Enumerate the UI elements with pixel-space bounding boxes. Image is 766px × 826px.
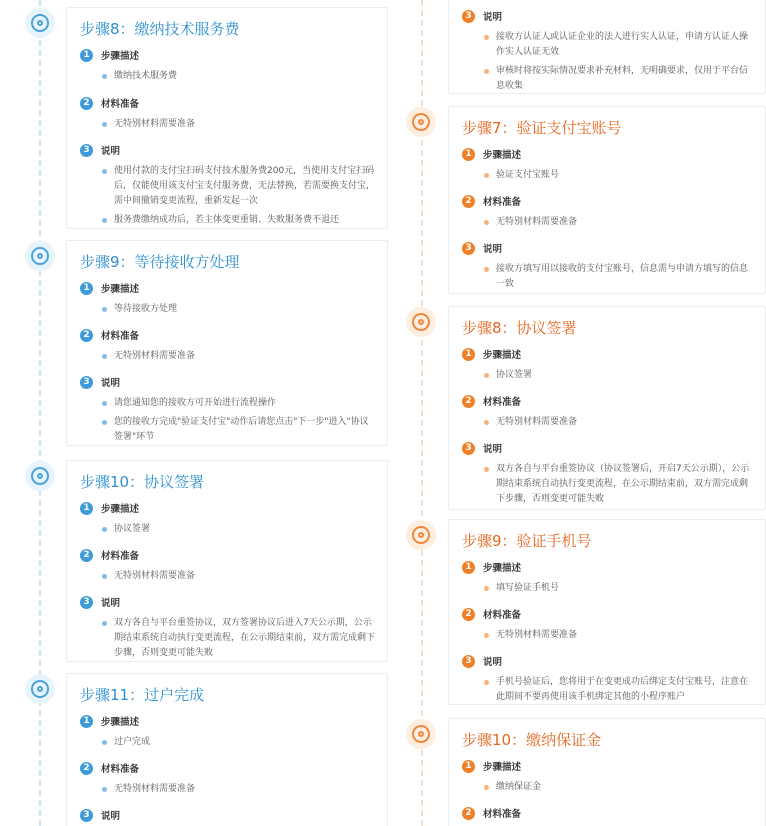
list-item (80, 415, 377, 445)
step-card (66, 673, 388, 826)
section-note (462, 654, 755, 705)
section-number-badge: 2 (462, 395, 475, 408)
timeline-node-icon (25, 461, 55, 491)
bullet-text: 协议签署 (496, 370, 533, 380)
section-label: 材料准备 (483, 397, 522, 408)
section-label: 说明 (101, 146, 121, 157)
section-prep (462, 394, 755, 430)
section-label: 步骤描述 (101, 504, 140, 515)
section-number-badge: 1 (462, 348, 475, 361)
step-title: 步骤8：协议签署 (462, 319, 577, 337)
timeline-node-icon (406, 520, 436, 550)
section-prep (80, 328, 377, 364)
timeline-node-icon (25, 241, 55, 271)
section-number-badge: 2 (462, 195, 475, 208)
bullet-text: 缴纳技术服务费 (114, 71, 178, 81)
section-number-badge: 3 (462, 655, 475, 668)
section-note (462, 9, 755, 94)
section-label: 材料准备 (483, 809, 522, 820)
list-item (462, 368, 755, 383)
list-item (462, 215, 755, 230)
bullet-text: 协议签署 (114, 524, 151, 534)
list-item (80, 616, 377, 661)
section-label: 步骤描述 (101, 51, 140, 62)
bullet-text: 请您通知您的接收方可开始进行流程操作 (114, 398, 277, 408)
list-item (80, 735, 377, 750)
right-timeline (400, 0, 766, 826)
list-item (80, 213, 377, 228)
list-item (462, 462, 755, 507)
list-item (80, 782, 377, 797)
section-number-badge: 1 (80, 282, 93, 295)
section-label: 说明 (483, 244, 503, 255)
bullet-text: 无特别材料需要准备 (496, 630, 578, 640)
section-prep (462, 806, 755, 820)
section-desc (80, 501, 377, 537)
list-item (462, 168, 755, 183)
step-card (66, 240, 388, 446)
section-number-badge: 2 (462, 608, 475, 621)
bullet-text: 使用付款的支付宝扫码支付技术服务费200元，当使用支付宝扫码后，仅能使用该支付宝支付服务费，无法替换，若需要换支付宝，需中间撤销变更流程，重新发起一次 (114, 166, 376, 206)
bullet-text: 验证支付宝账号 (496, 170, 560, 180)
section-number-badge: 1 (80, 49, 93, 62)
bullet-text: 无特别材料需要准备 (114, 784, 196, 794)
section-number-badge: 3 (80, 144, 93, 157)
section-label: 说明 (101, 378, 121, 389)
section-desc (80, 281, 377, 317)
section-prep (80, 761, 377, 797)
timeline-node-icon (406, 307, 436, 337)
section-number-badge: 1 (80, 502, 93, 515)
section-desc (462, 347, 755, 383)
section-label: 材料准备 (101, 99, 140, 110)
section-label: 说明 (483, 444, 503, 455)
section-number-badge: 1 (462, 561, 475, 574)
section-desc (80, 714, 377, 750)
section-desc (80, 48, 377, 84)
list-item (462, 581, 755, 596)
step-card (66, 460, 388, 662)
bullet-text: 手机号验证后，您将用于在变更成功后绑定支付宝账号，注意在此期间不要再使用该手机绑定其他的小程序账户 (496, 677, 749, 702)
section-number-badge: 3 (462, 442, 475, 455)
section-prep (80, 96, 377, 132)
timeline-node-icon (406, 107, 436, 137)
section-number-badge: 1 (462, 148, 475, 161)
section-label: 步骤描述 (483, 762, 522, 773)
bullet-text: 填写验证手机号 (496, 583, 560, 593)
bullet-text: 缴纳保证金 (496, 782, 542, 792)
section-number-badge: 3 (462, 10, 475, 23)
section-label: 说明 (483, 657, 503, 668)
list-item (80, 569, 377, 584)
list-item (462, 780, 755, 795)
step-card-partial (448, 0, 766, 94)
section-label: 说明 (101, 811, 121, 822)
section-number-badge: 3 (80, 376, 93, 389)
step-title: 步骤10：协议签署 (80, 473, 205, 491)
section-number-badge: 3 (80, 596, 93, 609)
section-number-badge: 2 (80, 549, 93, 562)
section-desc (462, 560, 755, 596)
section-label: 说明 (483, 12, 503, 23)
step-title: 步骤11：过户完成 (80, 686, 205, 704)
list-item (80, 302, 377, 317)
bullet-text: 无特别材料需要准备 (114, 571, 196, 581)
bullet-text: 无特别材料需要准备 (114, 351, 196, 361)
section-number-badge: 2 (80, 762, 93, 775)
list-item (80, 349, 377, 364)
section-number-badge: 2 (462, 807, 475, 820)
step-card (448, 519, 766, 705)
list-item (462, 64, 755, 94)
bullet-text: 无特别材料需要准备 (114, 119, 196, 129)
list-item (80, 164, 377, 209)
step-title: 步骤8：缴纳技术服务费 (80, 20, 240, 38)
list-item (462, 628, 755, 643)
bullet-text: 双方各自与平台重签协议，双方签署协议后进入7天公示期，公示期结束系统自动执行变更流程，在公示期结束前，双方需完成剩下步骤，否则变更可能失败 (114, 618, 376, 658)
list-item (80, 69, 377, 84)
bullet-text: 审核时将按实际情况要求补充材料，无明确要求，仅用于平台信息收集 (496, 66, 749, 91)
step-title: 步骤9：等待接收方处理 (80, 253, 240, 271)
section-note (80, 808, 377, 822)
step-title: 步骤7：验证支付宝账号 (462, 119, 622, 137)
step-title: 步骤9：验证手机号 (462, 532, 592, 550)
bullet-text: 无特别材料需要准备 (496, 417, 578, 427)
bullet-text: 服务费缴纳成功后，若主体变更重销、失败服务费不退还 (114, 215, 340, 225)
list-item (462, 262, 755, 292)
section-note (80, 375, 377, 445)
section-label: 步骤描述 (483, 150, 522, 161)
timeline-node-icon (25, 674, 55, 704)
section-number-badge: 2 (80, 329, 93, 342)
section-note (462, 441, 755, 507)
section-note (80, 595, 377, 661)
step-card (448, 306, 766, 510)
section-prep (462, 607, 755, 643)
section-number-badge: 1 (462, 760, 475, 773)
section-number-badge: 2 (80, 97, 93, 110)
list-item (80, 522, 377, 537)
section-desc (462, 759, 755, 795)
bullet-text: 您的接收方完成"验证支付宝"动作后请您点击"下一步"进入"协议签署"环节 (114, 417, 369, 442)
bullet-text: 过户完成 (114, 737, 151, 747)
list-item (80, 396, 377, 411)
step-title: 步骤10：缴纳保证金 (462, 731, 602, 749)
list-item (80, 117, 377, 132)
section-prep (80, 548, 377, 584)
list-item (462, 675, 755, 705)
step-card (448, 106, 766, 294)
bullet-text: 等待接收方处理 (114, 304, 178, 314)
step-card (66, 7, 388, 229)
timeline-node-icon (25, 8, 55, 38)
section-label: 步骤描述 (101, 717, 140, 728)
bullet-text: 无特别材料需要准备 (496, 217, 578, 227)
section-desc (462, 147, 755, 183)
section-note (462, 241, 755, 292)
section-number-badge: 1 (80, 715, 93, 728)
section-label: 说明 (101, 598, 121, 609)
section-label: 步骤描述 (101, 284, 140, 295)
section-label: 材料准备 (483, 197, 522, 208)
section-number-badge: 3 (80, 809, 93, 822)
section-label: 步骤描述 (483, 350, 522, 361)
step-card (448, 718, 766, 826)
list-item (462, 30, 755, 60)
section-label: 步骤描述 (483, 563, 522, 574)
section-label: 材料准备 (483, 610, 522, 621)
section-number-badge: 3 (462, 242, 475, 255)
section-prep (462, 194, 755, 230)
bullet-text: 接收方填写用以接收的支付宝账号，信息需与申请方填写的信息一致 (496, 264, 749, 289)
bullet-text: 双方各自与平台重签协议（协议签署后，开启7天公示期），公示期结束系统自动执行变更流程，在公示期结束前，双方需完成剩下步骤，否则变更可能失败 (496, 464, 750, 504)
section-note (80, 143, 377, 228)
section-label: 材料准备 (101, 551, 140, 562)
list-item (462, 415, 755, 430)
timeline-node-icon (406, 719, 436, 749)
bullet-text: 接收方认证人或认证企业的法人进行实人认证，申请方认证人操作实人认证无效 (496, 32, 749, 57)
section-label: 材料准备 (101, 331, 140, 342)
section-label: 材料准备 (101, 764, 140, 775)
